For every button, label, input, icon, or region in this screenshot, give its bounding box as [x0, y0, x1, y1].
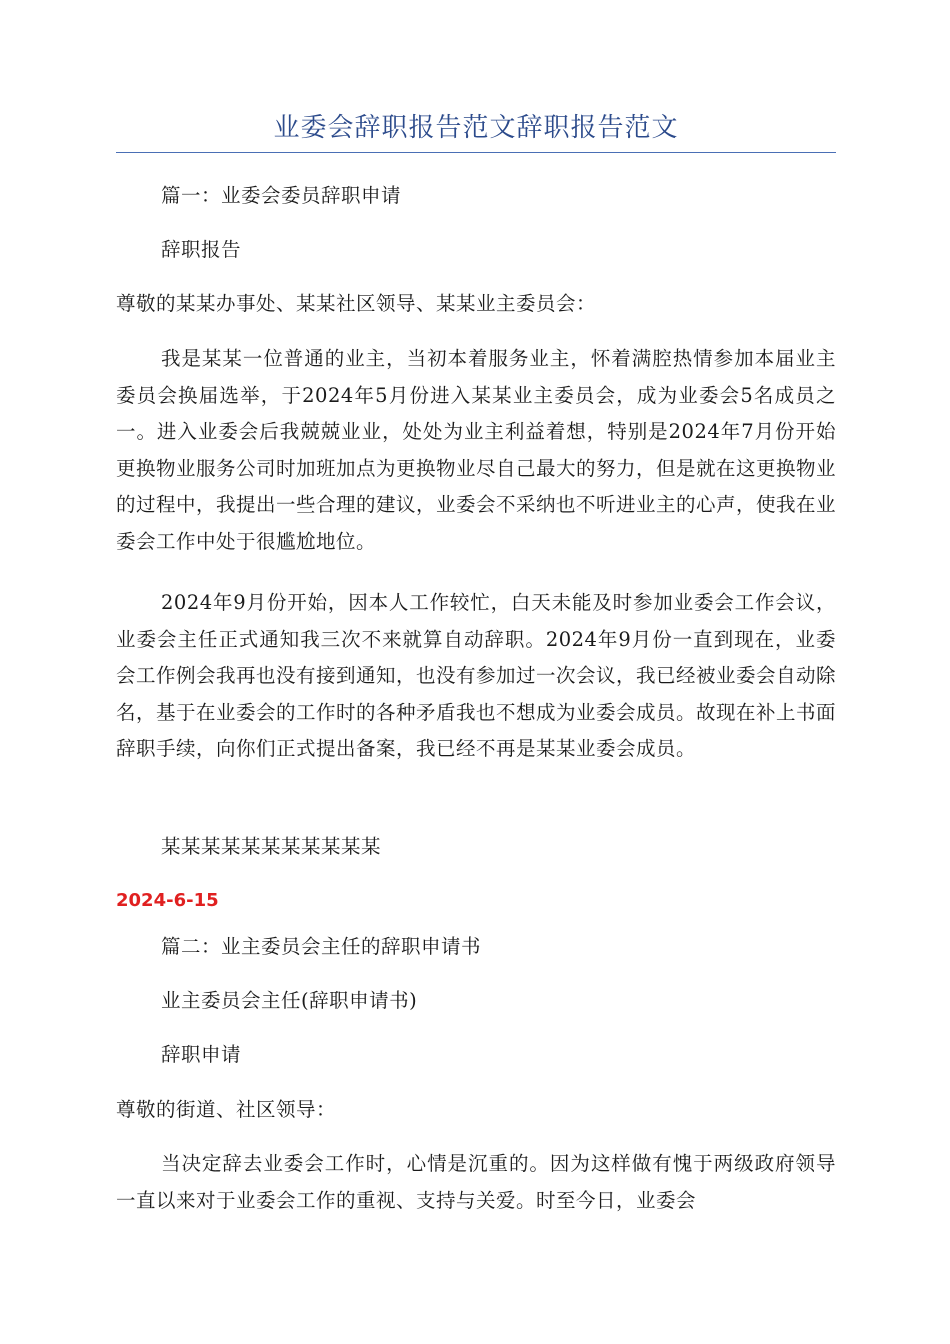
section1-subheading: 辞职报告	[161, 238, 242, 261]
section2-subheading-title: 业主委员会主任(辞职申请书)	[161, 989, 418, 1012]
section2-subheading: 辞职申请	[161, 1043, 242, 1066]
section1-paragraph-1: 我是某某一位普通的业主，当初本着服务业主，怀着满腔热情参加本届业主委员会换届选举，于2024年5月份进入某某业主委员会，成为业委会5名成员之一。进入业委会后我兢兢业业，处处为业主利益着想，特别是2024年7月份开始更换物业服务公司时加班加点为更换物业尽自己最大的努力，但是就在这更换物业的过程中，我提出一些合理的建议，业委会不采纳也不听进业主的心声，使我在业委会工作中处于很尴尬地位。	[116, 347, 837, 553]
section1-salutation: 尊敬的某某办事处、某某社区领导、某某业主委员会：	[116, 292, 597, 315]
section2-heading: 篇二：业主委员会主任的辞职申请书	[161, 935, 482, 958]
section1-signature: 某某某某某某某某某某某	[161, 835, 382, 858]
section1-paragraph-2: 2024年9月份开始，因本人工作较忙，白天未能及时参加业委会工作会议，业委会主任正式通知我三次不来就算自动辞职。2024年9月份一直到现在，业委会工作例会我再也没有接到通知，也没有参加过一次会议，我已经被业委会自动除名，基于在业委会的工作时的各种矛盾我也不想成为业委会成员。故现在补上书面辞职手续，向你们正式提出备案，我已经不再是某某业委会成员。	[116, 591, 837, 760]
title-underline	[116, 152, 836, 153]
section2-paragraph-1: 当决定辞去业委会工作时，心情是沉重的。因为这样做有愧于两级政府领导一直以来对于业委会工作的重视、支持与关爱。时至今日，业委会	[116, 1152, 836, 1212]
section1-date: 2024-6-15	[116, 890, 219, 911]
section1-heading: 篇一：业委会委员辞职申请	[161, 184, 402, 207]
document-title: 业委会辞职报告范文辞职报告范文	[273, 113, 679, 143]
section2-salutation: 尊敬的街道、社区领导：	[116, 1098, 337, 1121]
